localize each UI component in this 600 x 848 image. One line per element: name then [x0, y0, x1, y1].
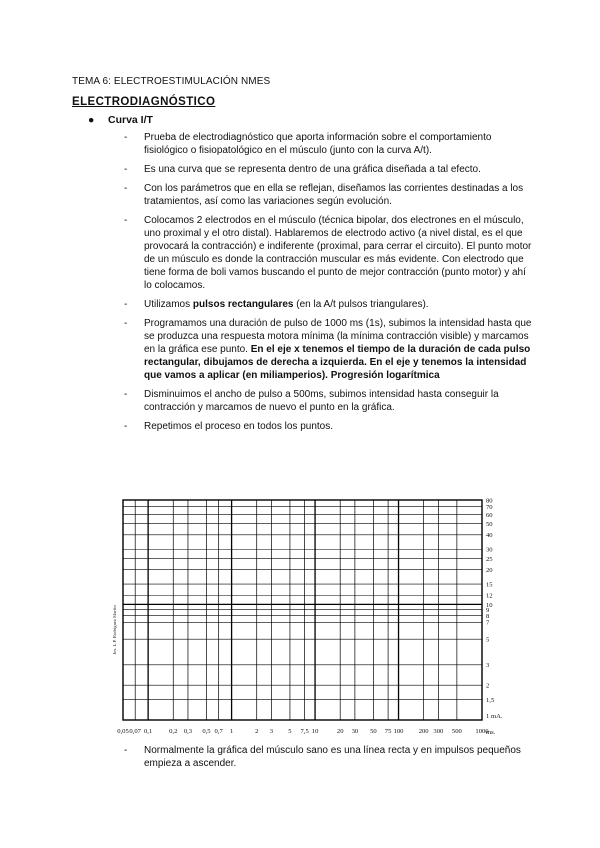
dash-marker: - [124, 299, 128, 310]
x-unit-label: ms. [486, 729, 496, 736]
dash-marker: - [124, 132, 128, 143]
x-tick-label: 100 [393, 728, 404, 735]
bold-text: En el eje x tenemos el tiempo de la duración de cada pulso rectangular, dibujamos de derecha a izquierda. En el eje y tenemos la intensidad que vamos a aplicar (en miliamperios). Progresión logarítmica [144, 344, 531, 381]
x-tick-label: 50 [370, 728, 377, 735]
y-tick-label: 40 [486, 532, 493, 540]
x-tick-label: 1 [229, 728, 234, 735]
text-run: Disminuimos el ancho de pulso a 500ms, subimos intensidad hasta conseguir la contracción y marcamos de nuevo el punto en la gráfica. [144, 389, 499, 413]
dash-marker: - [124, 164, 128, 175]
y-tick-label: 60 [486, 511, 493, 519]
list-item-text [144, 298, 534, 311]
text-run: Es una curva que se representa dentro de una gráfica diseñada a tal efecto. [144, 164, 481, 175]
y-tick-label: 20 [486, 566, 493, 574]
x-tick-label: 500 [451, 728, 462, 735]
y-tick-label: 10 [486, 601, 493, 609]
list-item-text [144, 182, 534, 208]
text-run: Con los parámetros que en ella se reflejan, diseñamos las corrientes destinadas a los tratamientos, así como las variaciones según evolución. [144, 183, 524, 207]
dash-marker: - [124, 745, 128, 756]
y-tick-label: 15 [486, 581, 493, 589]
x-tick-label: 20 [336, 728, 344, 735]
x-tick-label: 0,1 [144, 728, 153, 735]
x-tick-label: 3 [269, 728, 274, 735]
list-item-text [144, 317, 534, 382]
x-tick-label: 5 [288, 728, 292, 735]
y-tick-label: 7 [486, 619, 490, 627]
x-tick-label: 300 [433, 728, 444, 735]
x-tick-label: 0,7 [214, 728, 223, 735]
dash-list [124, 131, 534, 439]
x-tick-label: 10 [311, 728, 319, 735]
list-item [124, 298, 534, 311]
list-item-text [144, 420, 534, 433]
y-unit-label: 1 mA. [486, 713, 503, 720]
y-tick-label: 12 [486, 592, 493, 600]
text-run: Prueba de electrodiagnóstico que aporta información sobre el comportamiento fisiológico o fisiopatológico en el músculo (junto con la curva A/t). [144, 132, 492, 156]
y-tick-label: 5 [486, 636, 490, 644]
y-tick-label: 1,5 [486, 697, 495, 705]
bold-text: pulsos rectangulares [192, 299, 294, 310]
bullet-heading [88, 114, 153, 126]
list-item-text [144, 214, 534, 292]
y-tick-label: 25 [486, 555, 493, 563]
list-item [124, 388, 534, 414]
x-tick-label: 75 [384, 728, 392, 735]
list-item [124, 131, 534, 157]
y-tick-label: 80 [486, 497, 493, 505]
y-tick-label: 70 [486, 504, 493, 512]
y-tick-label: 30 [486, 546, 493, 554]
dash-marker: - [124, 215, 128, 226]
chart-svg [110, 494, 520, 740]
chart-frame [123, 500, 482, 720]
x-tick-label: 0,2 [169, 728, 178, 735]
section-title: ELECTRODIAGNÓSTICO [72, 96, 216, 108]
x-tick-label: 30 [351, 728, 359, 735]
y-tick-label: 3 [486, 662, 490, 670]
dash-marker: - [124, 389, 128, 400]
document-header: TEMA 6: ELECTROESTIMULACIÓN NMES [72, 76, 271, 87]
list-item-text [144, 131, 534, 157]
text-run: Colocamos 2 electrodos en el músculo (técnica bipolar, dos electrones en el músculo, uno proximal y el otro distal). Hablaremos de electrodo activo (a nivel distal, es el que provocará la contracción) e indiferente (proximal, para cerrar el circuito). El punto motor de un músculo es donde la contracción muscular es más evidente. Con electrodo que tiene forma de boli vamos buscando el punto de mejor contracción (punto motor) y ahí lo colocamos. [144, 215, 532, 291]
list-item [124, 163, 534, 176]
x-tick-label: 0,07 [129, 728, 141, 735]
it-curve-grid [110, 494, 520, 740]
x-tick-label: 0,3 [183, 728, 193, 735]
x-tick-label: 0,05 [117, 728, 129, 735]
dash-marker: - [124, 318, 128, 329]
list-item [124, 182, 534, 208]
dash-marker: - [124, 183, 128, 194]
list-item [124, 214, 534, 292]
x-tick-label: 0,5 [202, 728, 211, 735]
bullet-icon: ● [88, 114, 95, 126]
y-tick-label: 50 [486, 520, 493, 528]
text-run: Utilizamos [144, 299, 193, 310]
dash-marker: - [124, 421, 128, 432]
y-tick-label: 8 [486, 613, 490, 621]
text-run: Repetimos el proceso en todos los puntos. [144, 421, 333, 432]
x-tick-label: 200 [418, 728, 429, 735]
x-tick-label: 7,5 [300, 728, 309, 735]
x-tick-label: 1000 [475, 728, 489, 735]
list-item-text [144, 163, 534, 176]
y-tick-label: 9 [486, 607, 490, 615]
final-item-text: Normalmente la gráfica del músculo sano es una línea recta y en impulsos pequeños empieza a ascender. [144, 745, 521, 769]
list-item [124, 317, 534, 382]
text-run: Programamos una duración de pulso de 1000 ms (1s), subimos la intensidad hasta que se produzca una respuesta motora mínima (la mínima contracción visible) y marcamos en la gráfica ese punto. [144, 318, 532, 355]
y-tick-label: 2 [486, 682, 490, 690]
list-item-text [144, 388, 534, 414]
side-label: Jos. L.P. Rodriguez Martín [112, 605, 117, 655]
x-tick-label: 2 [255, 728, 259, 735]
final-list-item [124, 744, 534, 770]
list-item [124, 420, 534, 433]
text-run: (en la A/t pulsos triangulares). [293, 299, 429, 310]
bullet-label: Curva I/T [108, 114, 153, 126]
